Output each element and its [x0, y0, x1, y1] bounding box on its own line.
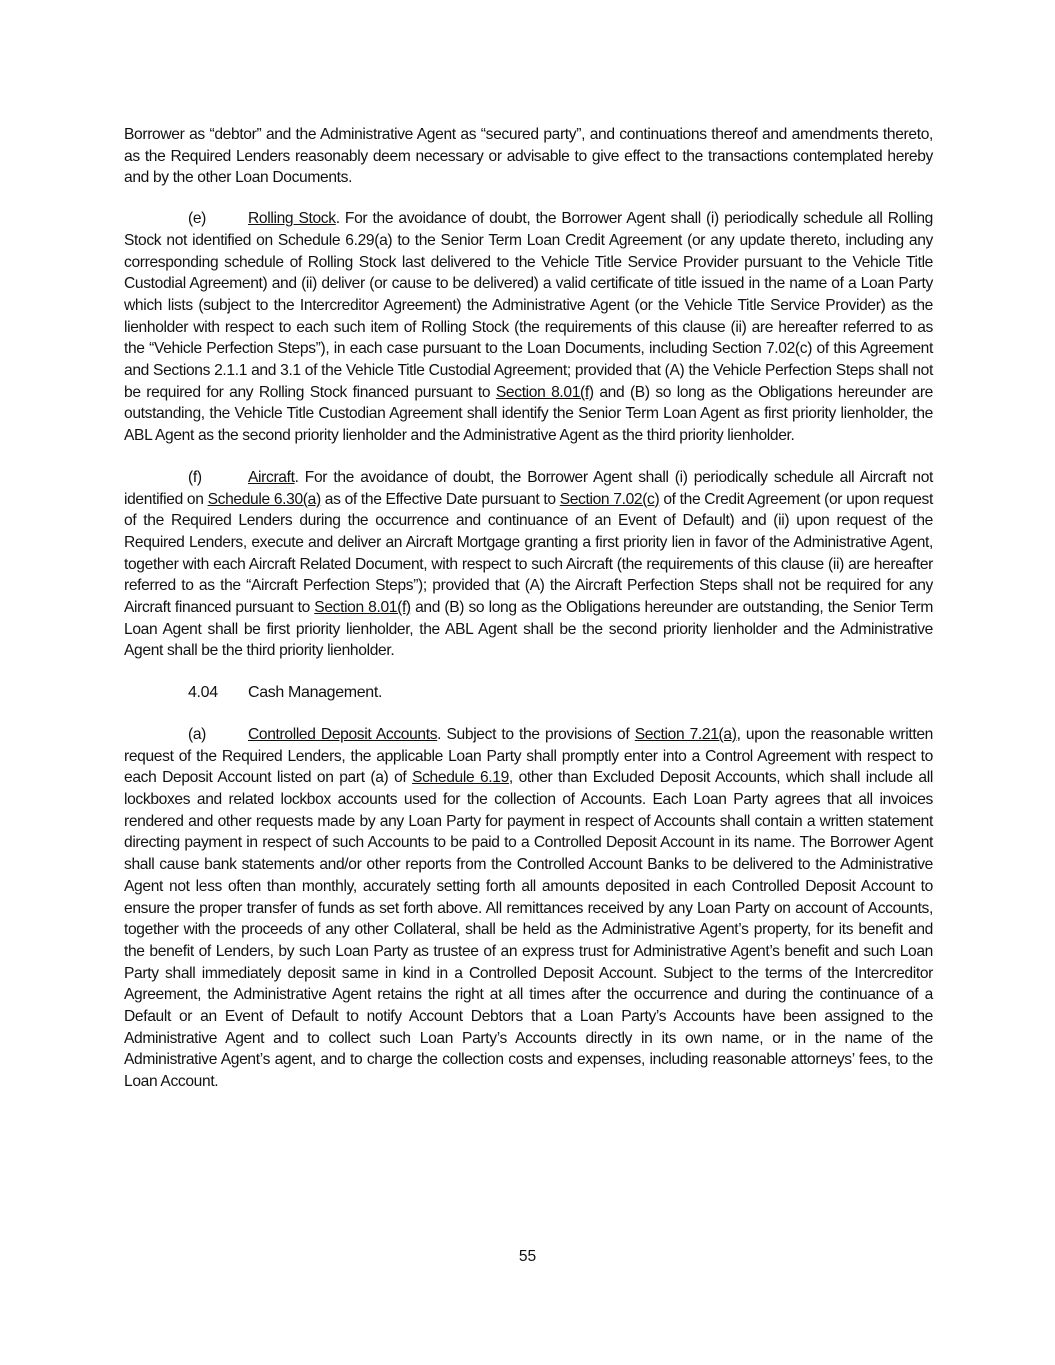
paragraph-a-controlled-deposit-accounts — [124, 724, 933, 1093]
paragraph-f-text: and (B) so long as the Obligations hereunder are outstanding, the Senior Term Loan Agent shall be first priority lienholder, the ABL Agent shall be the second priority lienholder and the Administrative Agent shall be the third priority lienholder. — [124, 599, 933, 660]
paragraph-e-title: Rolling Stock — [248, 210, 336, 228]
paragraph-f-title: Aircraft — [248, 468, 295, 486]
paragraph-intro-text: Borrower as “debtor” and the Administrative Agent as “secured party”, and continuations thereof and amendments thereto, as the Required Lenders reasonably deem necessary or advisable to give effect to the transactions contemplated hereby and by the other Loan Documents. — [124, 126, 933, 187]
paragraph-e-rolling-stock — [124, 208, 933, 447]
paragraph-e-text: and (B) so long as the Obligations hereunder are outstanding, the Vehicle Title Custodian Agreement shall identify the Senior Term Loan Agent as first priority lienholder, the ABL Agent as the second priority lienholder and the Administrative Agent as the third priority lienholder. — [124, 383, 933, 445]
section-title: Cash Management. — [248, 684, 383, 702]
paragraph-e-text: . For the avoidance of doubt, the Borrower Agent shall (i) periodically schedule all Rolling Stock not identified on Schedule 6.29(a) to the Senior Term Loan Credit Agreement (or any update thereto, including any corresponding schedule of Rolling Stock last delivered to the Vehicle Title Service Provider pursuant to the Vehicle Title Custodial Agreement) and (ii) deliver (or cause to be delivered) a valid certificate of title issued in the name of a Loan Party which lists (subject to the Intercreditor Agreement) the Administrative Agent (or the Vehicle Title Service Provider) as the lienholder with respect to each such item of Rolling Stock (the requirements of this clause (ii) are hereafter referred to as the “Vehicle Perfection Steps”), in each case pursuant to the Loan Documents, including Section 7.02(c) of this Agreement and Sections 2.1.1 and 3.1 of the Vehicle Title Custodial Agreement; provided that (A) the Vehicle Perfection Steps shall not be required for any Rolling Stock financed pursuant to — [124, 210, 933, 401]
paragraph-a-title: Controlled Deposit Accounts — [248, 725, 438, 743]
page-number: 55 — [518, 1248, 537, 1265]
section-reference: Section 8.01(f) — [495, 383, 594, 401]
paragraph-intro — [124, 124, 933, 189]
document-page — [124, 124, 933, 1113]
paragraph-a-text: , upon the reasonable written request of the Required Lenders, the applicable Loan Party shall promptly enter into a Control Agreement with respect to each Deposit Account listed on part (a) of — [124, 725, 933, 787]
paragraph-f-text: . For the avoidance of doubt, the Borrower Agent shall (i) periodically schedule all Aircraft not identified on — [124, 468, 933, 508]
section-heading-4-04 — [124, 682, 933, 704]
paragraph-f-text: of the Credit Agreement (or upon request of the Required Lenders during the occurrence and continuance of an Event of Default) and (ii) upon request of the Required Lenders, execute and deliver an Aircraft Mortgage granting a first priority lien in favor of the Administrative Agent, together with each Aircraft Related Document, with respect to such Aircraft (the requirements of this clause (ii) are hereafter referred to as the “Aircraft Perfection Steps”); provided that (A) the Aircraft Perfection Steps shall not be required for any Aircraft financed pursuant to — [124, 490, 933, 617]
section-reference: Section 7.21(a) — [634, 725, 737, 743]
paragraph-e-marker: (e) — [188, 210, 207, 228]
paragraph-a-marker: (a) — [188, 725, 207, 743]
paragraph-f-text: as of the Effective Date pursuant to — [320, 490, 560, 508]
section-reference: Section 7.02(c) — [559, 490, 660, 508]
section-reference: Section 8.01(f) — [314, 599, 411, 617]
paragraph-a-text: , other than Excluded Deposit Accounts, which shall include all lockboxes and related lockbox accounts used for the collection of Accounts. Each Loan Party agrees that all invoices rendered and other requests made by any Loan Party for payment in respect of Accounts shall contain a written statement directing payment in respect of such Accounts to be paid to a Controlled Deposit Account in its name. The Borrower Agent shall cause bank statements and/or other reports from the Controlled Account Banks to be delivered to the Administrative Agent not less often than monthly, accurately setting forth all amounts deposited in each Controlled Deposit Account to ensure the proper transfer of funds as set forth above. All remittances received by any Loan Party on account of Accounts, together with the proceeds of any other Collateral, shall be held as the Administrative Agent’s property, for its benefit and the benefit of Lenders, by such Loan Party as trustee of an express trust for Administrative Agent’s benefit and such Loan Party shall immediately deposit same in kind in a Controlled Deposit Account. Subject to the terms of the Intercreditor Agreement, the Administrative Agent retains the right at all times after the occurrence and during the continuance of a Default or an Event of Default to notify Account Debtors that a Loan Party’s Accounts have been assigned to the Administrative Agent and to collect such Loan Party’s Accounts directly in its own name, or in the name of the Administrative Agent’s agent, and to charge the collection costs and expenses, including reasonable attorneys’ fees, to the Loan Account. — [124, 769, 933, 1091]
schedule-reference: Schedule 6.19 — [412, 769, 509, 787]
section-number: 4.04 — [188, 684, 218, 702]
paragraph-f-aircraft — [124, 467, 933, 662]
schedule-reference: Schedule 6.30(a) — [207, 490, 321, 508]
paragraph-a-text: . Subject to the provisions of — [437, 725, 635, 743]
paragraph-f-marker: (f) — [188, 468, 202, 486]
